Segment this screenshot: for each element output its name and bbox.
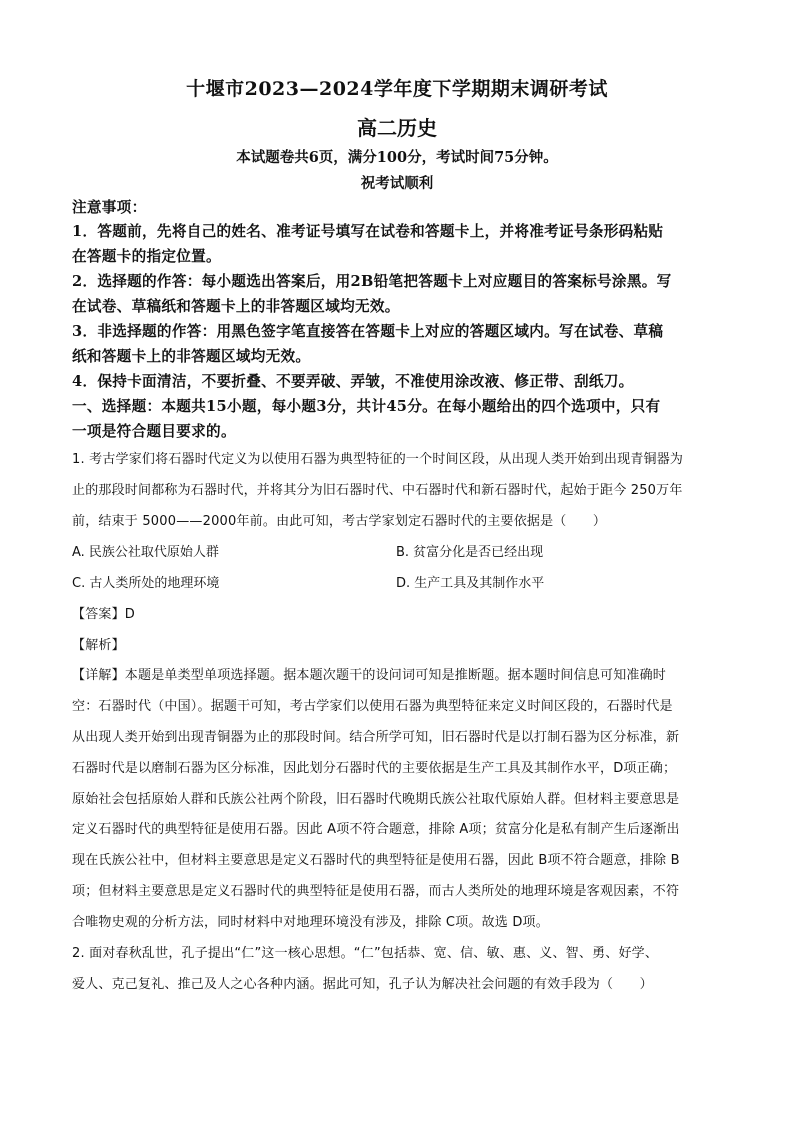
notes-line: 在答题卡的指定位置。 (72, 248, 221, 265)
section-heading: 一项是符合题目要求的。 (72, 423, 236, 440)
exam-wish: 祝考试顺利 (360, 175, 434, 192)
q1-detail: 项；但材料主要意思是定义石器时代的典型特征是使用石器，而古人类所处的地理环境是客观因素，不符 (72, 884, 680, 899)
notes-line: 4．保持卡面清洁，不要折叠、不要弄破、弄皱，不准使用涂改液、修正带、刮纸刀。 (72, 373, 634, 390)
q2-stem: 爱人、克己复礼、推己及人之心各种内涵。据此可知，孔子认为解决社会问题的有效手段为（ ） (72, 977, 653, 992)
q1-stem: 1. 考古学家们将石器时代定义为以使用石器为典型特征的一个时间区段，从出现人类开始到出现青铜器为 (72, 452, 684, 467)
notes-line: 3．非选择题的作答：用黑色签字笔直接答在答题卡上对应的答题区域内。写在试卷、草稿 (72, 323, 664, 340)
section-heading: 一、选择题：本题共15小题，每小题3分，共计45分。在每小题给出的四个选项中，只有 (72, 398, 661, 415)
notes-line: 2．选择题的作答：每小题选出答案后，用2B铅笔把答题卡上对应题目的答案标号涂黑。写 (72, 273, 672, 290)
notes-line: 在试卷、草稿纸和答题卡上的非答题区域均无效。 (72, 298, 400, 315)
notes-heading: 注意事项： (72, 199, 147, 216)
q1-option-c: C. 古人类所处的地理环境 (72, 576, 220, 591)
q1-detail: 定义石器时代的典型特征是使用石器。因此 A项不符合题意，排除 A项；贫富分化是私有制产生后逐渐出 (72, 822, 680, 837)
q1-stem: 前，结束于 5000——2000年前。由此可知，考古学家划定石器时代的主要依据是（ ） (72, 514, 607, 529)
exam-subject: 高二历史 (357, 116, 437, 140)
q1-option-a: A. 民族公社取代原始人群 (72, 545, 219, 560)
notes-line: 1．答题前，先将自己的姓名、准考证号填写在试卷和答题卡上，并将准考证号条形码粘贴 (72, 223, 664, 240)
q1-detail: 合唯物史观的分析方法，同时材料中对地理环境没有涉及，排除 C项。故选 D项。 (72, 915, 549, 930)
q1-detail: 【详解】本题是单类型单项选择题。据本题次题干的设问词可知是推断题。据本题时间信息可知准确时 (72, 668, 667, 683)
exam-title: 十堰市2023—2024学年度下学期期末调研考试 (186, 78, 608, 100)
notes-line: 纸和答题卡上的非答题区域均无效。 (72, 348, 311, 365)
exam-info: 本试题卷共6页，满分100分，考试时间75分钟。 (236, 149, 558, 166)
q1-detail: 空：石器时代（中国）。据题干可知，考古学家们以使用石器为典型特征来定义时间区段的，石器时代是 (72, 699, 673, 714)
q1-detail: 原始社会包括原始人群和氏族公社两个阶段，旧石器时代晚期氏族公社取代原始人群。但材料主要意思是 (72, 792, 680, 807)
q1-detail: 从出现人类开始到出现青铜器为止的那段时间。结合所学可知，旧石器时代是以打制石器为区分标准，新 (72, 730, 680, 745)
q1-detail: 石器时代是以磨制石器为区分标准，因此划分石器时代的主要依据是生产工具及其制作水平，D项正确； (72, 761, 677, 776)
q2-stem: 2. 面对春秋乱世，孔子提出“仁”这一核心思想。“仁”包括恭、宽、信、敏、惠、义、智、勇、好学、 (72, 946, 659, 961)
q1-analysis-label: 【解析】 (72, 638, 125, 653)
q1-detail: 现在氏族公社中，但材料主要意思是定义石器时代的典型特征是使用石器，因此 B项不符合题意，排除 B (72, 853, 680, 868)
q1-option-d: D. 生产工具及其制作水平 (396, 576, 545, 591)
q1-option-b: B. 贫富分化是否已经出现 (396, 545, 544, 560)
q1-answer: 【答案】D (72, 607, 136, 622)
q1-stem: 止的那段时间都称为石器时代，并将其分为旧石器时代、中石器时代和新石器时代，起始于距今 250万年 (72, 483, 683, 498)
